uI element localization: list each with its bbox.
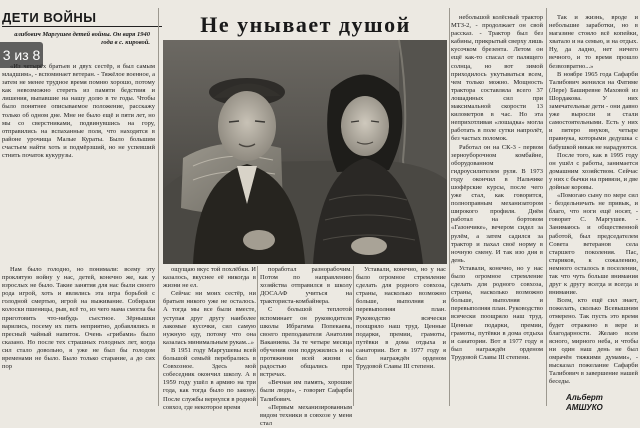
section-rubric: ДЕТИ ВОЙНЫ [2, 10, 162, 27]
paragraph: Так и жизнь, вроде и небольшие заработки, но в магазине стояло всё копейки, хватало и на семью, и на отдых. Ну, да ладно, нет ничего вечного, и то время прошло безвозвратно...» [549, 14, 638, 70]
paragraph: Уставали, конечно, но у нас было огромное стремление сделать для родного совхоза, страны, насколько возможно больше, выполняя и перевыполняя план. Руководство всячески поощряло наш труд. Ценные подарки, премии, грамоты, путёвки в дома отдыха и санатории. Вот в 1977 году я был награждён орденом Трудовой Славы III степени. [356, 266, 446, 371]
column-divider [546, 8, 547, 406]
column-divider [158, 8, 159, 406]
column-2 [163, 266, 256, 411]
paragraph: Нам было голодно, но понимали: всему эту проклятую войну у нас, детей, конечно же, как у взрослых не было. Такие занятия для нас были своего рода игрой, хоть и являлись эта игра борьбой с голодной смертью, игрой на выживание. Собирали колоски пшеницы, рыв, всё то, из чего мама смогла бы приготовить что-нибудь съестное. Зёрнышки варились, посему их пить неприятно, добавлялись в пресный чайный напиток. Очень «грибами» было сказано. Но после тех страшных голодных лет, когда сил стало довольно, я уже не был бы голодом временами не было. Было только старание, а до сих пор [2, 266, 155, 371]
page-counter-button[interactable]: 3 из 8 [0, 42, 43, 68]
author-signature: Альберт АМШУКО [566, 393, 603, 412]
column-divider [449, 8, 450, 406]
article-lead: алибович Маргушев детей войны. Он варя 1940 года в с. кировой. [14, 31, 150, 47]
paragraph: В ноябре 1965 года Сафарби Талибович женился на Фатиме (Лере) Баширевне Маховой из Шордакова. У них замечательные дети - они давно уже выросли и стали самостоятельными. Есть у них и пятеро внуков, четыре правнука, которыми дедушка с бабушкой никак не нарадуются. [549, 70, 638, 151]
paragraph: Сейчас ни моих сестёр, ни братьев никого уже не осталось. А тогда мы все были вместе, уступая друг другу наиболее лакомые кусочки, сил самую нужную еду, потому что она казалась минимальным рукам...» [163, 290, 256, 346]
paragraph: Всем, кто ещё сил знает, пожелать, сколько Всевышним отмерено. Так пусть это время будет отражено в вере и благодарности. Желаю всем ясного, мирного неба, и чтобы ни один наш день не был омрачён тяжкими думами», - высказал пожелание Сафарби Талибович в завершение нашей беседы. [549, 297, 638, 386]
paragraph: В 1951 году Маргушевы всей большой семьёй перебрались в Совхозное. Здесь мой собеседник окончил школу. А в 1959 году ушёл в армию на три года, как тогда было по закону. После службы вернулся в родной совхоз, где некоторое время [163, 346, 256, 411]
column-5 [549, 14, 638, 390]
column-1-bottom [2, 266, 155, 406]
column-1-top [2, 63, 155, 263]
paragraph: ощущаю вкус той похлёбки. И казалось, вкуснее её никогда в жизни не ел. [163, 266, 256, 290]
column-divider [257, 266, 258, 406]
column-divider [353, 266, 354, 406]
paragraph: «Вечная им память, хорошие были люди», - говорит Сафарби Талибович. [260, 379, 352, 403]
couple-photo-image [163, 40, 447, 264]
paragraph: поработал разнорабочим. Потом по направлению хозяйства отправился в школу ДОСААФ учиться на тракториста-комбайнера. [260, 266, 352, 306]
couple-photo [163, 40, 447, 264]
article-headline: Не унывает душой [200, 12, 411, 37]
paragraph: После того, как в 1995 году он ушёл с работы, занимается домашним хозяйством. Сейчас у них с бычки на привязи, и две дойные коровы. [549, 151, 638, 191]
column-4-continued [356, 266, 446, 406]
paragraph: С большой теплотой вспоминает он руководителя школы Ибрагима Попекаева, своего преподавателя Анатолия Ваканиева. За те четыре месяца обучения они подружились и на протяжении всей жизни с радостью общались при встречах. [260, 306, 352, 379]
paragraph: Уставали, конечно, но у нас было огромное стремление сделать для родного совхоза, страны, насколько возможно больше, выполняя и перевыполняя план. Руководство всячески поощряло наш труд. Ценные подарки, премии, грамоты, путёвки в дома отдыха и санатории. Вот в 1977 году я был награждён орденом Трудовой Славы III степени. [451, 264, 543, 361]
paragraph: небольшой колёсный трактор МТЗ-2, - продолжает он свой рассказ. - Трактор был без кабины, прикрытый сверху лишь кусочком брезента. Летом он ещё как-то спасал от палящего солнца, но вот зимой приходилось укутываться всем, чем только можно. Мощность трактора составляла всего 37 лошадиных сил при максимальной скорости 13 километров в час. Но эта неприхотливая «лошадка» могла работать в поле сутки напролёт, без частых поломок. [451, 14, 543, 143]
paragraph: «Помогаю сыну по мере сил - бездельничать не привык, и благо, что ноги ещё носят, - говорит С. Маргушев. - Занимаюсь и общественной работой, был председателем Совета ветеранов села старшего поколения. Пас, стариков, к сожалению, немного осталось в поселении, так что чуть больше внимания друг к другу всегда и всегда и внимание. [549, 192, 638, 297]
paragraph: «Из четырёх братьев и двух сестёр, я был самым младшим», - вспоминает ветеран. - Тяжёлое военное, а затем не менее трудное время помню хорошо, потому как невозможно стереть из памяти бедствия и лишения, выпавшие на нашу долю в те годы. Чтобы было понятнее описываемое положение, расскажу только об одном дне. Мне не было ещё и пяти лет, но мы со сверстниками, подвинувшись на гору, отправились на вспаханные поля, что находятся в районе урочища Малые Кураты. Было большим счастьем найти хоть и подмёрзший, но не успевший стнить початок кукурузы. [2, 63, 155, 160]
paragraph: «Первым механизированным видом техники в совхозе у меня стал [260, 403, 352, 427]
column-3 [260, 266, 352, 427]
column-4-visible [451, 14, 543, 406]
paragraph: Работал он на СК-3 - первом зерноуборочном комбайне, оборудованном гидроусилителем руля. В 1973 году окончил в Нальчике шофёрские курсы, после чего уже стал, как говорится, полноправным механизатором широкого профиля. Днём работал на бортовом «Газончике», вечером сидел за рулём, а затем садился за трактор и пахал своё норму в ночную смену. И так изо дня в день. [451, 143, 543, 264]
